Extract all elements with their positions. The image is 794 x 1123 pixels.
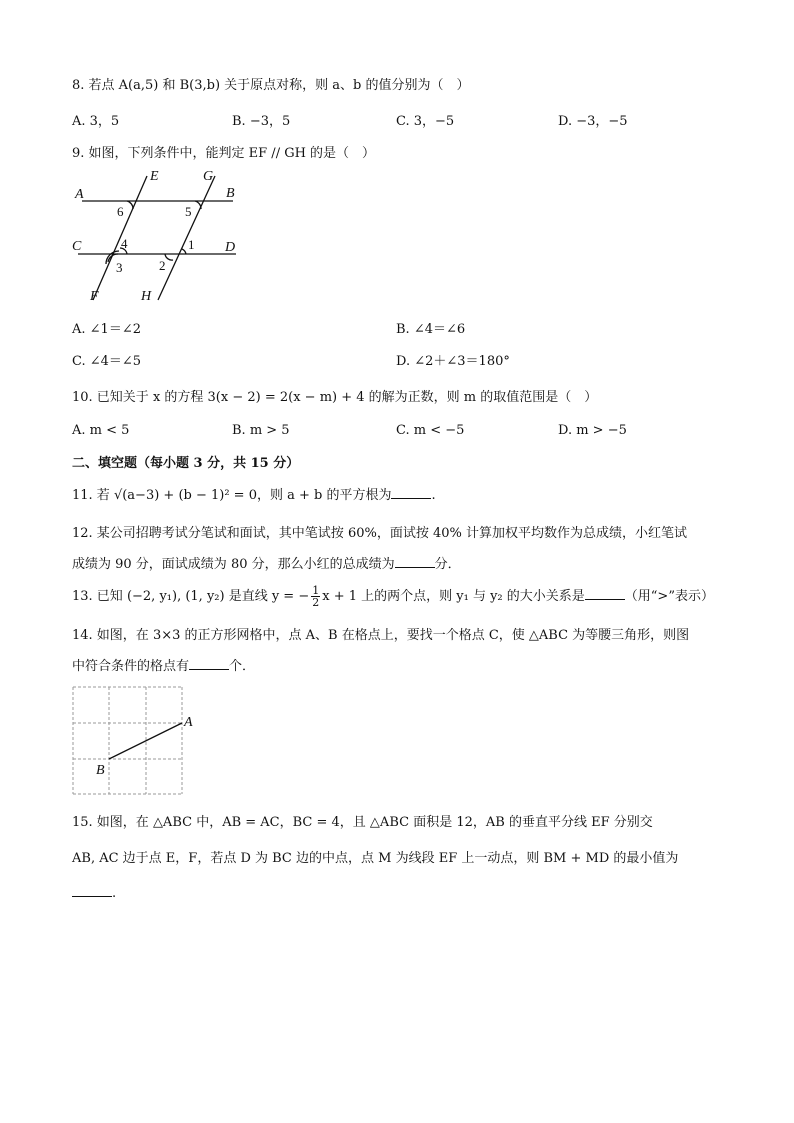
q9-option-d: D. ∠2＋∠3＝180° (396, 354, 510, 369)
q13-frac-num: 1 (312, 584, 320, 597)
angle-label-2: 2 (159, 258, 166, 273)
q15-answer-blank[interactable] (72, 884, 112, 897)
q14-line-2 (72, 655, 255, 674)
q11-text: 11. 若 √(a−3) + (b − 1)² = 0，则 a + b 的平方根为 (72, 488, 392, 503)
label-d: D (225, 240, 236, 255)
q14-label-a: A (184, 715, 193, 730)
q12-line-2 (72, 553, 461, 572)
line-gh (158, 176, 215, 300)
q8-option-c: C. 3，−5 (396, 114, 455, 129)
q15-line-2: AB, AC 边于点 E，F，若点 D 为 BC 边的中点，点 M 为线段 EF 上一动点，则 BM + MD 的最小值为 (72, 851, 679, 866)
q14-line-1: 14. 如图，在 3×3 的正方形网格中，点 A、B 在格点上，要找一个格点 C，使 △ABC 为等腰三角形，则图 (72, 628, 690, 643)
angle-label-4: 4 (121, 236, 128, 251)
q13-line (72, 585, 714, 608)
angle-6-arc (127, 201, 133, 209)
q9-option-b: B. ∠4＝∠6 (396, 322, 466, 337)
angle-1-arc (182, 249, 186, 254)
q13-text-before: 13. 已知 (−2, y₁), (1, y₂) 是直线 y = − (72, 589, 310, 604)
q14-label-b: B (96, 763, 105, 778)
label-b: B (226, 186, 235, 201)
q9-stem: 9. 如图，下列条件中，能判定 EF // GH 的是（ ） (72, 146, 376, 161)
angle-label-1: 1 (188, 237, 195, 252)
q14-grid-figure (68, 682, 202, 798)
label-h: H (141, 289, 152, 304)
q12-unit: 分． (434, 557, 461, 572)
section-2-title: 二、填空题（每小题 3 分，共 15 分） (72, 456, 300, 471)
angle-label-6: 6 (117, 204, 124, 219)
q11-line (72, 484, 436, 503)
q10-option-d: D. m > −5 (558, 423, 627, 438)
q10-stem: 10. 已知关于 x 的方程 3(x − 2) = 2(x − m) + 4 的解为正数，则 m 的取值范围是（ ） (72, 390, 598, 405)
q8-option-a: A. 3，5 (72, 114, 120, 129)
q15-period: . (112, 886, 117, 901)
q8-option-b: B. −3，5 (232, 114, 291, 129)
q14-grid-lines (73, 687, 182, 794)
label-g: G (203, 169, 214, 184)
q8-stem: 8. 若点 A(a,5) 和 B(3,b) 关于原点对称，则 a、b 的值分别为（ ） (72, 78, 470, 93)
q15-line-3 (72, 884, 116, 901)
q9-parallel-lines-figure (70, 164, 250, 306)
q12-answer-blank[interactable] (395, 555, 435, 568)
q8-option-d: D. −3，−5 (558, 114, 628, 129)
label-e: E (150, 169, 159, 184)
q13-fraction (311, 585, 320, 608)
q13-text-middle: x + 1 上的两个点，则 y₁ 与 y₂ 的大小关系是 (322, 589, 585, 604)
line-ef (93, 176, 147, 300)
q13-text-after: （用“>”表示） (624, 589, 714, 604)
q12-line-1: 12. 某公司招聘考试分笔试和面试，其中笔试按 60%，面试按 40% 计算加权平均数作为总成绩，小红笔试 (72, 526, 687, 541)
q14-unit: 个． (229, 659, 256, 674)
q9-option-a: A. ∠1＝∠2 (72, 322, 141, 337)
q15-line-1: 15. 如图，在 △ABC 中，AB = AC，BC = 4，且 △ABC 面积是 12，AB 的垂直平分线 EF 分别交 (72, 815, 653, 830)
q10-option-a: A. m < 5 (72, 423, 130, 438)
angle-label-3: 3 (116, 260, 123, 275)
q9-option-c: C. ∠4＝∠5 (72, 354, 142, 369)
q11-answer-blank[interactable] (391, 486, 431, 499)
q14-text: 中符合条件的格点有 (72, 659, 190, 674)
q14-answer-blank[interactable] (189, 657, 229, 670)
q12-text: 成绩为 90 分，面试成绩为 80 分，那么小红的总成绩为 (72, 557, 395, 572)
label-c: C (72, 239, 82, 254)
q10-option-b: B. m > 5 (232, 423, 290, 438)
q11-period: . (431, 488, 436, 503)
angle-label-5: 5 (185, 204, 192, 219)
label-a: A (75, 187, 84, 202)
q13-frac-den: 2 (312, 596, 320, 609)
label-f: F (90, 289, 99, 304)
q13-answer-blank[interactable] (585, 587, 625, 600)
angle-2-arc (165, 254, 173, 260)
q10-option-c: C. m < −5 (396, 423, 465, 438)
